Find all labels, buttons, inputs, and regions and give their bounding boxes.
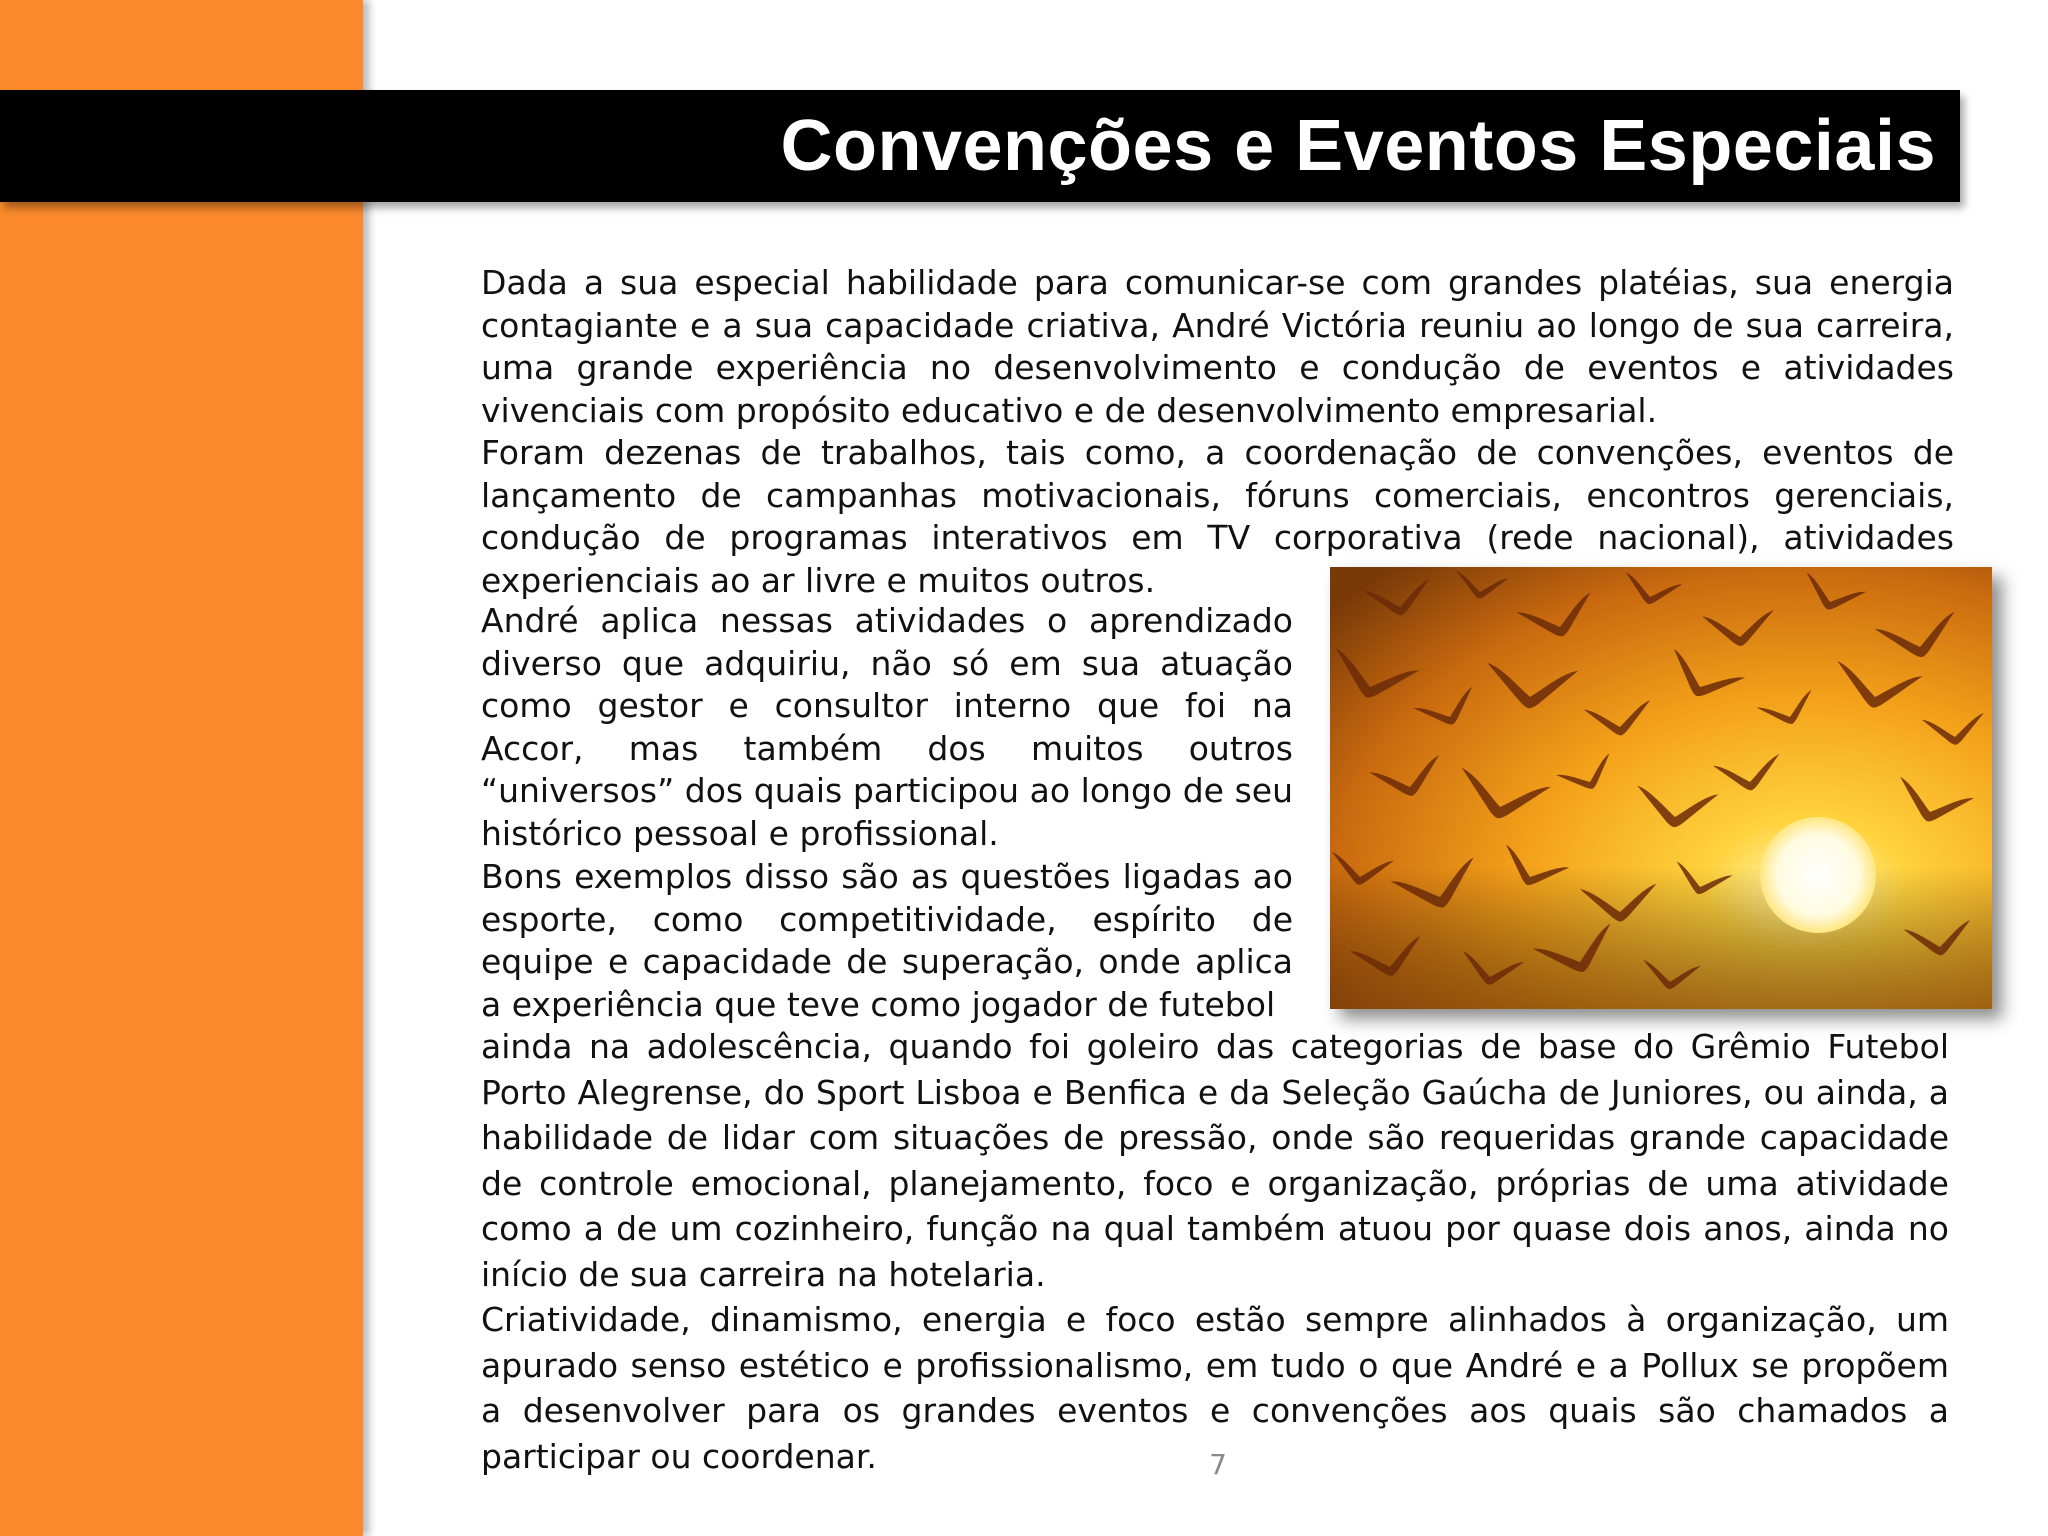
orange-sidebar [0, 0, 363, 1536]
paragraph-exemplos-start: Bons exemplos disso são as questões ligadas ao esporte, como competitividade, espírito de equipe e capacidade de superação, onde aplica a experiência que teve como jogador de futebol [481, 857, 1293, 1024]
slide-title: Convenções e Eventos Especiais [780, 106, 1936, 186]
page-number: 7 [1209, 1448, 1227, 1481]
paragraph-intro: Dada a sua especial habilidade para comunicar-se com grandes platéias, sua energia contagiante e a sua capacidade criativa, André Victória reuniu ao longo de sua carreira, uma grande experiência no desenvolvimento e condução de eventos e atividades vivenciais com propósito educativo e de desenvolvimento empresarial. [481, 263, 1954, 430]
paragraph-exemplos-continued: ainda na adolescência, quando foi goleiro das categorias de base do Grêmio Futebol Porto Alegrense, do Sport Lisboa e Benfica e da Seleção Gaúcha de Juniores, ou ainda, a habilidade de lidar com situações de pressão, onde são requeridas grande capacidade de controle emocional, planejamento, foco e organização, próprias de uma atividade como a de um cozinheiro, função na qual também atuou por quase dois anos, ainda no início de sua carreira na hotelaria. [481, 1027, 1949, 1294]
sunset-birds-photo [1330, 567, 1992, 1009]
paragraph-criatividade: Criatividade, dinamismo, energia e foco estão sempre alinhados à organização, um apurado senso estético e profissionalismo, em tudo o que André e a Pollux se propõem a desenvolver para os grandes eventos e convenções aos quais são chamados a participar ou coordenar. [481, 1300, 1949, 1476]
title-bar [0, 90, 1960, 202]
paragraph-aprendizado: André aplica nessas atividades o aprendizado diverso que adquiriu, não só em sua atuação como gestor e consultor interno que foi na Accor, mas também dos muitos outros “universos” dos quais participou ao longo de seu histórico pessoal e profissional. [481, 601, 1293, 853]
paragraph-trabalhos: Foram dezenas de trabalhos, tais como, a coordenação de convenções, eventos de lançamento de campanhas motivacionais, fóruns comerciais, encontros gerenciais, condução de programas interativos em TV corporativa (rede nacional), atividades experienciais ao ar livre e muitos outros. [481, 433, 1954, 600]
